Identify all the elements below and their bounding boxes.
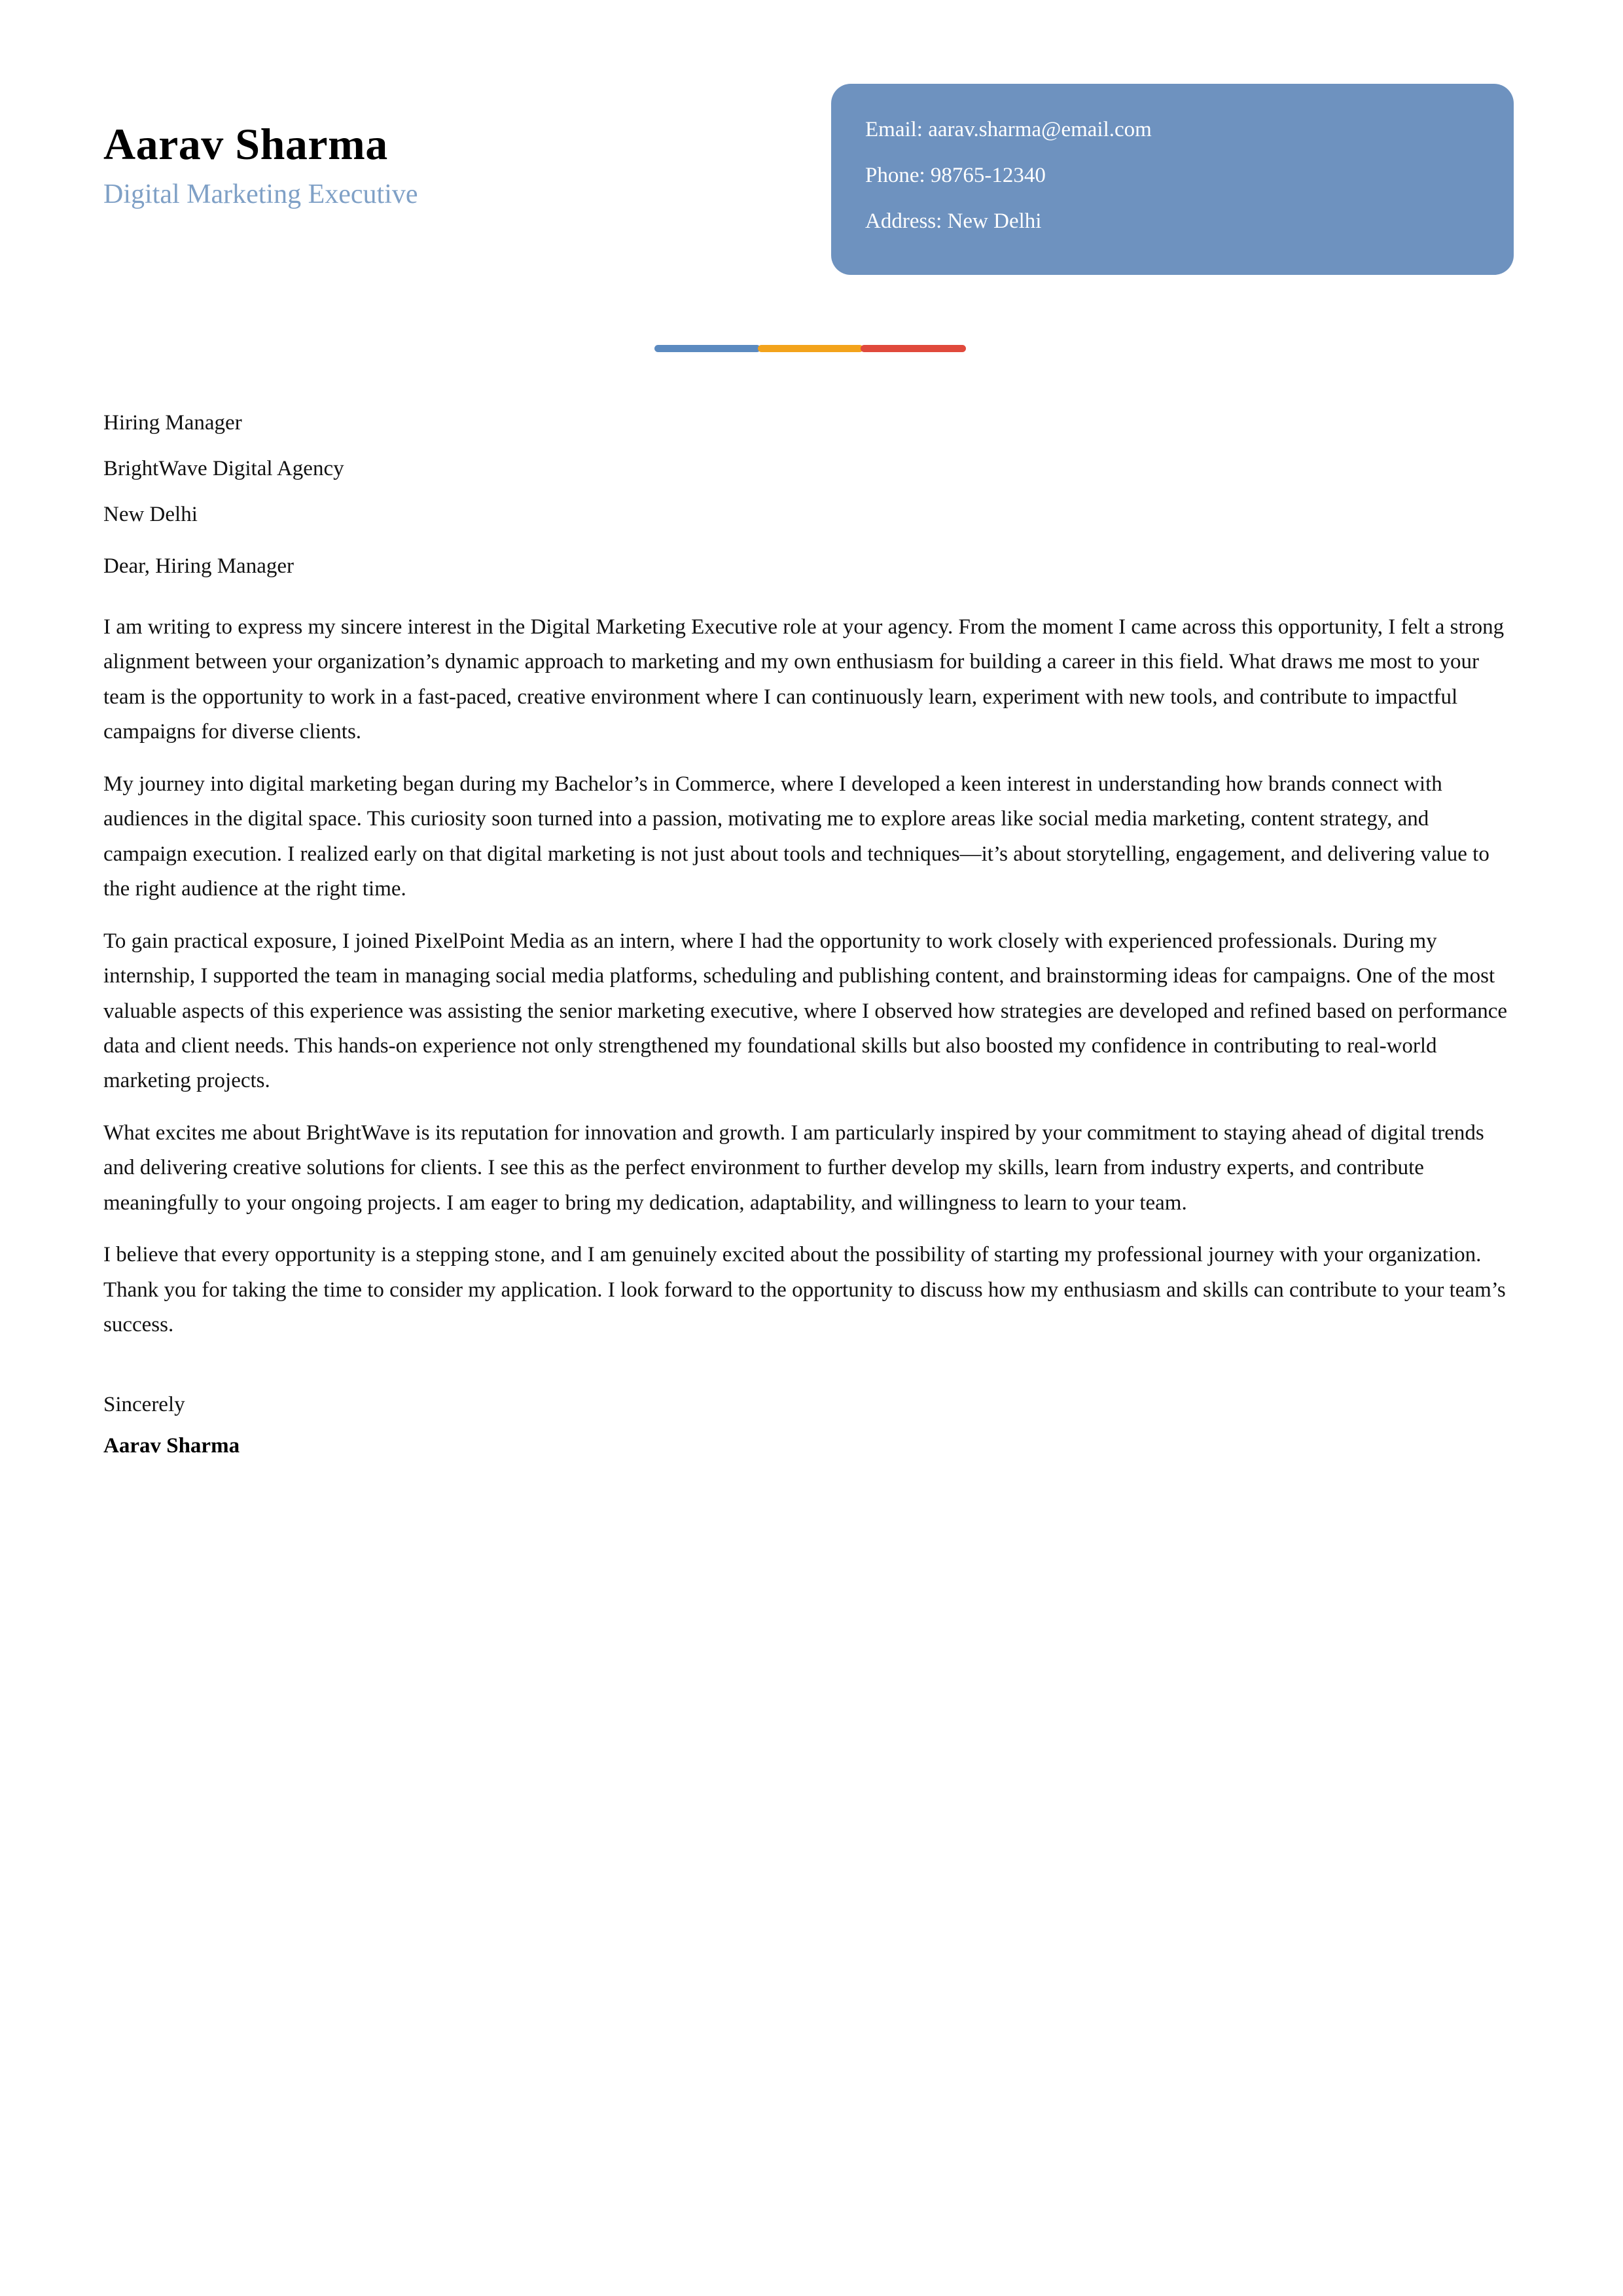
recipient-line: Hiring Manager	[103, 411, 242, 435]
letter-body	[103, 412, 1512, 1457]
closing-salutation: Sincerely	[103, 1392, 185, 1416]
signature-name: Aarav Sharma	[103, 1433, 240, 1458]
contact-phone[interactable]: Phone: 98765-12340	[865, 164, 1046, 187]
recipient-block	[103, 412, 1512, 526]
closing-block	[103, 1394, 1512, 1457]
recipient-line: BrightWave Digital Agency	[103, 457, 344, 480]
salutation: Dear, Hiring Manager	[103, 554, 294, 578]
letter-header	[0, 0, 1623, 308]
contact-email[interactable]: Email: aarav.sharma@email.com	[865, 118, 1152, 141]
contact-card	[831, 84, 1514, 275]
applicant-name: Aarav Sharma	[103, 119, 388, 169]
contact-address: Address: New Delhi	[865, 209, 1042, 233]
body-paragraph: I am writing to express my sincere interest in the Digital Marketing Executive role at your agency. From the moment I came across this opportunity, I felt a strong alignment between your organization’s dynamic approach to marketing and my own enthusiasm for building a career in this field. What draws me most to your team is the opportunity to work in a fast-paced, creative environment where I can continuously learn, experiment with new tools, and contribute to impactful campaigns for diverse clients.	[103, 615, 1505, 744]
body-paragraph: To gain practical exposure, I joined PixelPoint Media as an intern, where I had the opportunity to work closely with experienced professionals. During my internship, I supported the team in managing social media platforms, scheduling and publishing content, and brainstorming ideas for campaigns. One of the most valuable aspects of this experience was assisting the senior marketing executive, where I observed how strategies are developed and refined based on performance data and client needs. This hands-on experience not only strengthened my foundational skills but also boosted my confidence in contributing to real-world marketing projects.	[103, 929, 1508, 1093]
recipient-line: New Delhi	[103, 503, 198, 526]
applicant-job-title: Digital Marketing Executive	[103, 179, 418, 210]
body-paragraph: I believe that every opportunity is a stepping stone, and I am genuinely excited about the possibility of starting my professional journey with your organization. Thank you for taking the time to consider my application. I look forward to the opportunity to discuss how my enthusiasm and skills can contribute to your team’s success.	[103, 1243, 1506, 1337]
divider-segment-amber	[758, 345, 864, 352]
identity-block	[103, 121, 758, 211]
body-paragraph: What excites me about BrightWave is its reputation for innovation and growth. I am particularly inspired by your commitment to staying ahead of digital trends and delivering creative solutions for clients. I see this as the perfect environment to further develop my skills, learn from industry experts, and contribute meaningfully to your ongoing projects. I am eager to bring my dedication, adaptability, and willingness to learn to your team.	[103, 1121, 1484, 1215]
divider-segment-blue	[654, 345, 760, 352]
divider-segment-red	[861, 345, 966, 352]
body-paragraph: My journey into digital marketing began during my Bachelor’s in Commerce, where I developed a keen interest in understanding how brands connect with audiences in the digital space. This curiosity soon turned into a passion, motivating me to explore areas like social media marketing, content strategy, and campaign execution. I realized early on that digital marketing is not just about tools and techniques—it’s about storytelling, engagement, and delivering value to the right audience at the right time.	[103, 772, 1489, 901]
tricolor-divider	[654, 345, 966, 352]
